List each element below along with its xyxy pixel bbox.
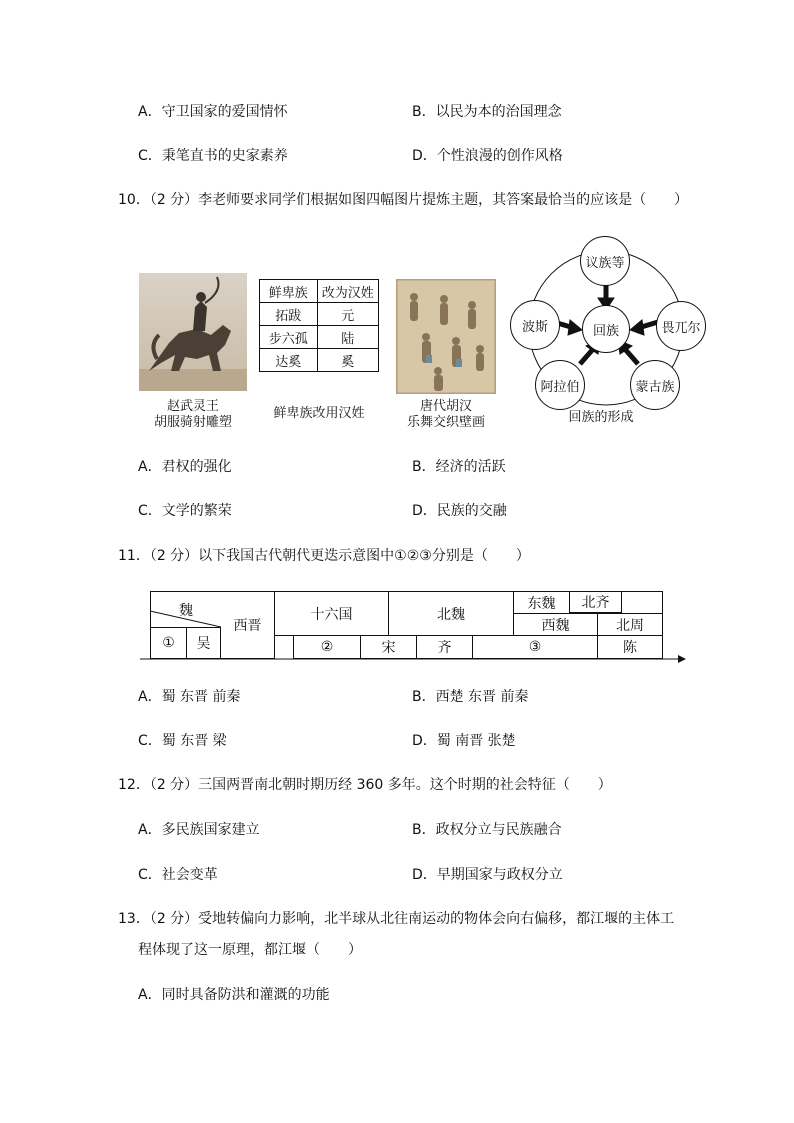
cell-xijin: 西晋	[221, 591, 275, 659]
q9-option-a[interactable]: A．守卫国家的爱国情怀	[138, 104, 288, 120]
table-header-cell: 改为汉姓	[317, 280, 378, 303]
cell-blank-top	[622, 591, 663, 613]
q10-option-d[interactable]: D．民族的交融	[412, 503, 507, 519]
table-cell: 元	[317, 303, 378, 326]
q11-stem: 11．（2 分）以下我国古代朝代更迭示意图中①②③分别是（ ）	[118, 548, 530, 564]
q9-option-b[interactable]: B．以民为本的治国理念	[412, 104, 562, 120]
q11-option-a[interactable]: A．蜀 东晋 前秦	[138, 689, 241, 705]
cell-number-3: ③	[473, 636, 598, 659]
table-cell: 陆	[317, 326, 378, 349]
table-cell: 步六孤	[260, 326, 318, 349]
cell-wei: 魏	[150, 591, 221, 627]
node-persia: 波斯	[510, 300, 560, 350]
wei-diagonal	[150, 591, 221, 627]
hui-caption: 回族的形成	[568, 410, 634, 425]
cell-number-1: ①	[150, 627, 186, 659]
q13-option-a[interactable]: A．同时具备防洪和灌溉的功能	[138, 987, 330, 1003]
node-arab: 阿拉伯	[535, 360, 585, 410]
q12-option-c[interactable]: C．社会变革	[138, 867, 218, 883]
cell-song: 宋	[361, 636, 417, 659]
q11-option-c[interactable]: C．蜀 东晋 梁	[138, 733, 227, 749]
statue-caption-2: 胡服骑射雕塑	[153, 415, 232, 430]
mural-caption-2: 乐舞交织壁画	[406, 415, 485, 430]
q9-option-c[interactable]: C．秉笔直书的史家素养	[138, 148, 288, 164]
cell-xiwei: 西魏	[514, 613, 598, 636]
q12-option-d[interactable]: D．早期国家与政权分立	[412, 867, 563, 883]
cell-number-2: ②	[293, 636, 361, 659]
node-mongol: 蒙古族	[630, 360, 680, 410]
cell-beiwei: 北魏	[389, 591, 514, 636]
node-yizu: 议族等	[580, 236, 630, 286]
table-header-row	[260, 280, 379, 303]
surname-table	[259, 279, 379, 372]
node-hui-center: 回族	[582, 305, 630, 353]
cell-chen: 陈	[598, 636, 663, 659]
q13-stem-line-2: 程体现了这一原理，都江堰（ ）	[138, 942, 362, 958]
q9-option-d[interactable]: D．个性浪漫的创作风格	[412, 148, 563, 164]
q13-stem-line-1: 13．（2 分）受地转偏向力影响，北半球从北往南运动的物体会向右偏移，都江堰的主体工	[118, 911, 675, 927]
q11-option-b[interactable]: B．西楚 东晋 前秦	[412, 689, 529, 705]
node-weiwuer: 畏兀尔	[656, 301, 706, 351]
q10-option-c[interactable]: C．文学的繁荣	[138, 503, 232, 519]
horse-rider-statue-icon	[139, 273, 247, 391]
mural-caption-1: 唐代胡汉	[419, 399, 472, 414]
table-cell: 拓跋	[260, 303, 318, 326]
mural-figures-icon	[396, 279, 496, 394]
q10-stem: 10．（2 分）李老师要求同学们根据如图四幅图片提炼主题，其答案最恰当的应该是（ ）	[118, 192, 689, 208]
cell-beizhou: 北周	[598, 613, 663, 636]
mural-photo	[396, 279, 496, 394]
q12-option-b[interactable]: B．政权分立与民族融合	[412, 822, 562, 838]
cell-qi: 齐	[417, 636, 473, 659]
table-cell: 奚	[317, 349, 378, 372]
table-row	[260, 326, 379, 349]
timeline-arrow	[140, 654, 686, 666]
statue-caption-1: 赵武灵王	[166, 399, 219, 414]
cell-wu: 吴	[186, 627, 221, 659]
q11-option-d[interactable]: D．蜀 南晋 张楚	[412, 733, 516, 749]
q12-option-a[interactable]: A．多民族国家建立	[138, 822, 260, 838]
surname-caption: 鲜卑族改用汉姓	[273, 406, 365, 421]
q12-stem: 12．（2 分）三国两晋南北朝时期历经 360 多年。这个时期的社会特征（ ）	[118, 777, 612, 793]
table-cell: 达奚	[260, 349, 318, 372]
table-row	[260, 349, 379, 372]
table-header-cell: 鲜卑族	[260, 280, 318, 303]
cell-dongwei: 东魏	[514, 591, 570, 613]
q10-option-a[interactable]: A．君权的强化	[138, 459, 232, 475]
cell-shiliuguo: 十六国	[275, 591, 389, 636]
q10-option-b[interactable]: B．经济的活跃	[412, 459, 506, 475]
statue-photo	[139, 273, 247, 391]
cell-beiqi: 北齐	[570, 591, 622, 613]
table-row	[260, 303, 379, 326]
